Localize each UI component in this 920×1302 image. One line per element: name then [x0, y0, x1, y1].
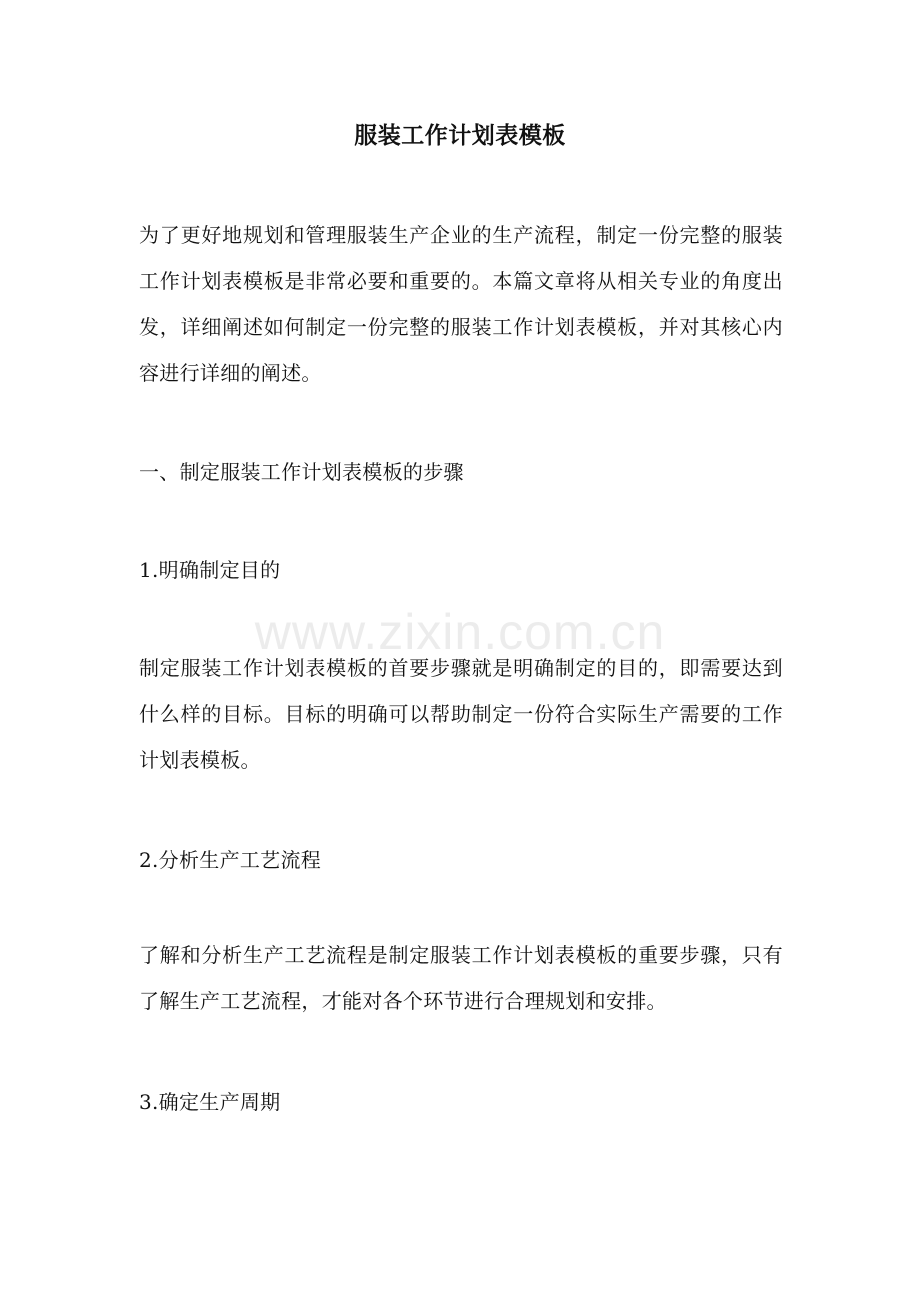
section-heading: 一、制定服装工作计划表模板的步骤	[139, 460, 464, 484]
intro-paragraph: 为了更好地规划和管理服装生产企业的生产流程，制定一份完整的服装工作计划表模板是非常必要和重要的。本篇文章将从相关专业的角度出发，详细阐述如何制定一份完整的服装工作计划表模板，并对其核心内容进行详细的阐述。	[139, 223, 783, 385]
step-2-paragraph: 了解和分析生产工艺流程是制定服装工作计划表模板的重要步骤，只有了解生产工艺流程，才能对各个环节进行合理规划和安排。	[139, 943, 783, 1013]
step-1-heading: 1.明确制定目的	[139, 558, 281, 582]
step-2-heading: 2.分析生产工艺流程	[139, 848, 322, 872]
step-1-paragraph: 制定服装工作计划表模板的首要步骤就是明确制定的目的，即需要达到什么样的目标。目标的明确可以帮助制定一份符合实际生产需要的工作计划表模板。	[139, 656, 783, 772]
watermark: www.zixin.com.cn	[254, 604, 666, 660]
document-title: 服装工作计划表模板	[354, 122, 566, 149]
step-3-heading: 3.确定生产周期	[139, 1090, 281, 1114]
